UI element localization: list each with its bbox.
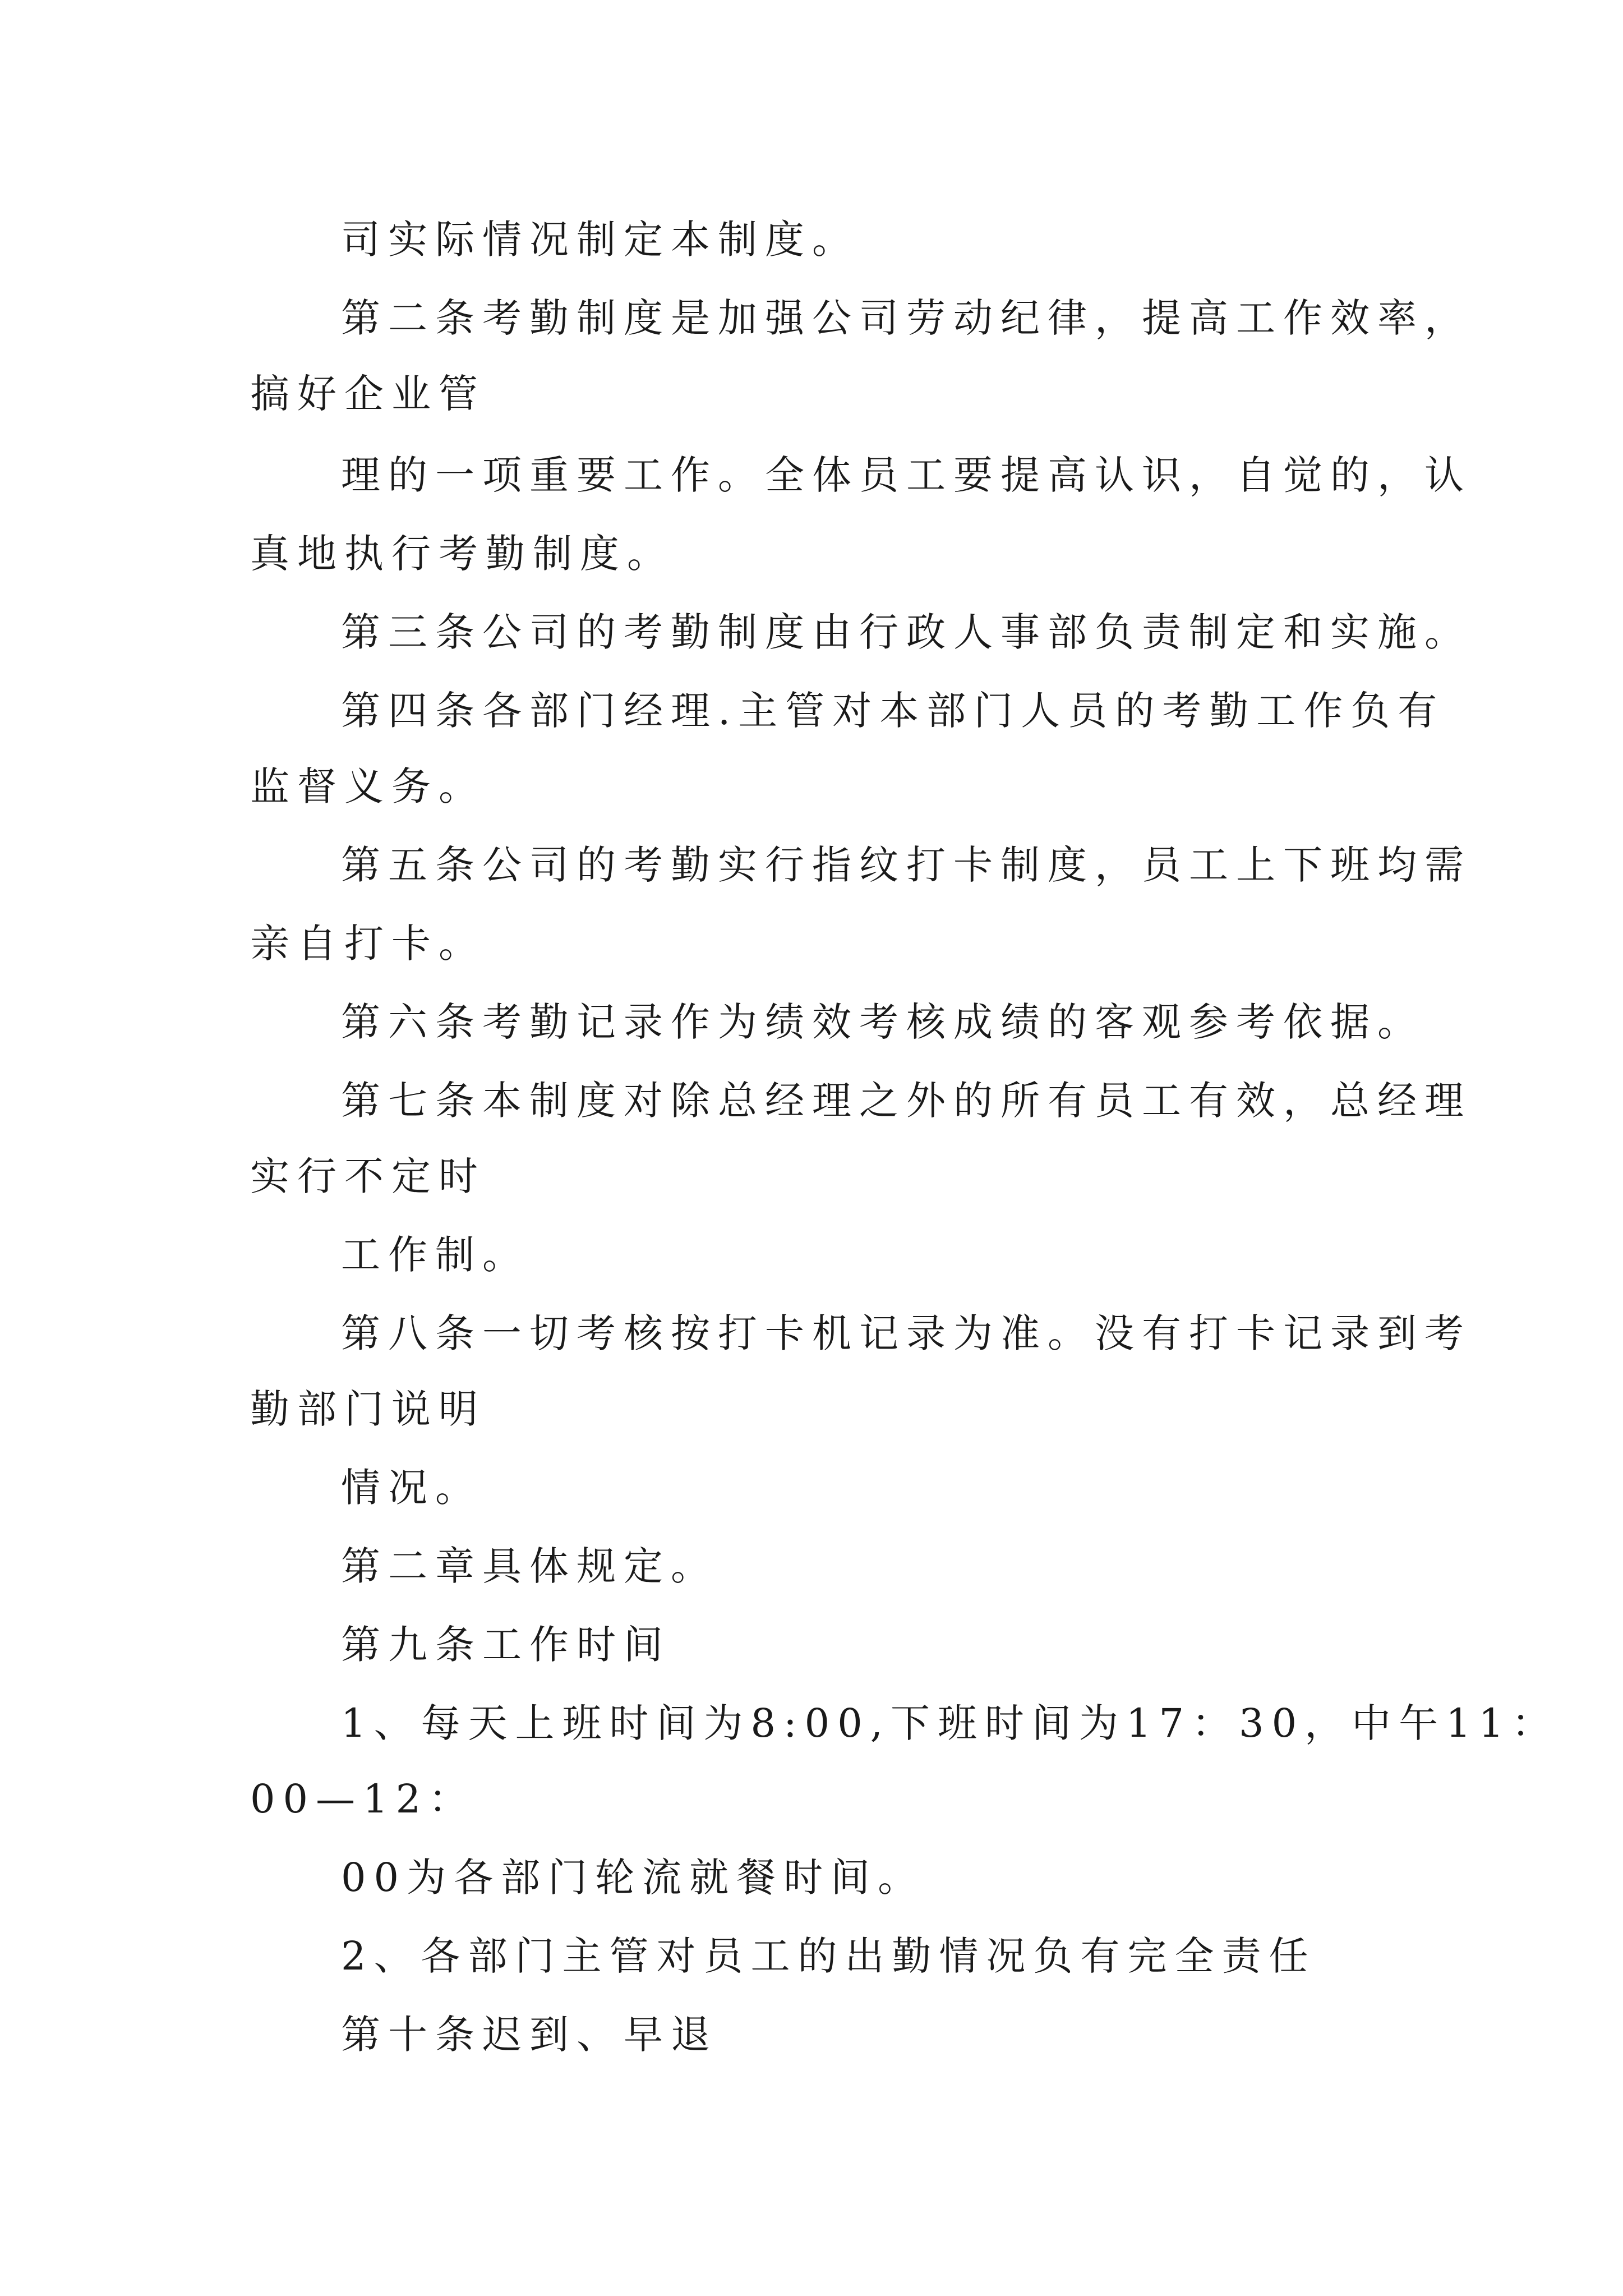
text-line: 亲自打卡。 xyxy=(250,921,486,967)
text-line: 第九条工作时间 xyxy=(341,1622,671,1668)
section-heading: 第二章具体规定。 xyxy=(341,1543,718,1589)
text-line: 第七条本制度对除总经理之外的所有员工有效，总经理 xyxy=(341,1078,1472,1124)
text-line: 实行不定时 xyxy=(250,1153,486,1199)
text-line: 第五条公司的考勤实行指纹打卡制度，员工上下班均需 xyxy=(341,842,1472,888)
text-line: 00—12： xyxy=(250,1776,476,1822)
text-line: 第四条各部门经理.主管对本部门人员的考勤工作负有 xyxy=(341,688,1445,734)
text-line: 真地执行考勤制度。 xyxy=(250,531,674,577)
text-line: 情况。 xyxy=(341,1465,482,1511)
text-line: 理的一项重要工作。全体员工要提高认识，自觉的，认 xyxy=(341,452,1472,498)
text-line: 第二条考勤制度是加强公司劳动纪律，提高工作效率， xyxy=(341,295,1472,341)
text-line: 第八条一切考核按打卡机记录为准。没有打卡记录到考 xyxy=(341,1310,1472,1356)
text-line: 00为各部门轮流就餐时间。 xyxy=(341,1855,925,1901)
text-line: 搞好企业管 xyxy=(250,371,486,417)
text-line: 第六条考勤记录作为绩效考核成绩的客观参考依据。 xyxy=(341,999,1424,1045)
text-line: 司实际情况制定本制度。 xyxy=(341,217,859,263)
text-line: 工作制。 xyxy=(341,1232,529,1278)
text-line: 第十条迟到、早退 xyxy=(341,2012,718,2058)
text-line: 2、各部门主管对员工的出勤情况负有完全责任 xyxy=(341,1933,1316,1979)
text-line: 勤部门说明 xyxy=(250,1386,486,1432)
text-line: 监督义务。 xyxy=(250,763,486,809)
text-line: 1、每天上班时间为8:00,下班时间为17：30，中午11： xyxy=(341,1700,1559,1746)
text-line: 第三条公司的考勤制度由行政人事部负责制定和实施。 xyxy=(341,609,1472,655)
